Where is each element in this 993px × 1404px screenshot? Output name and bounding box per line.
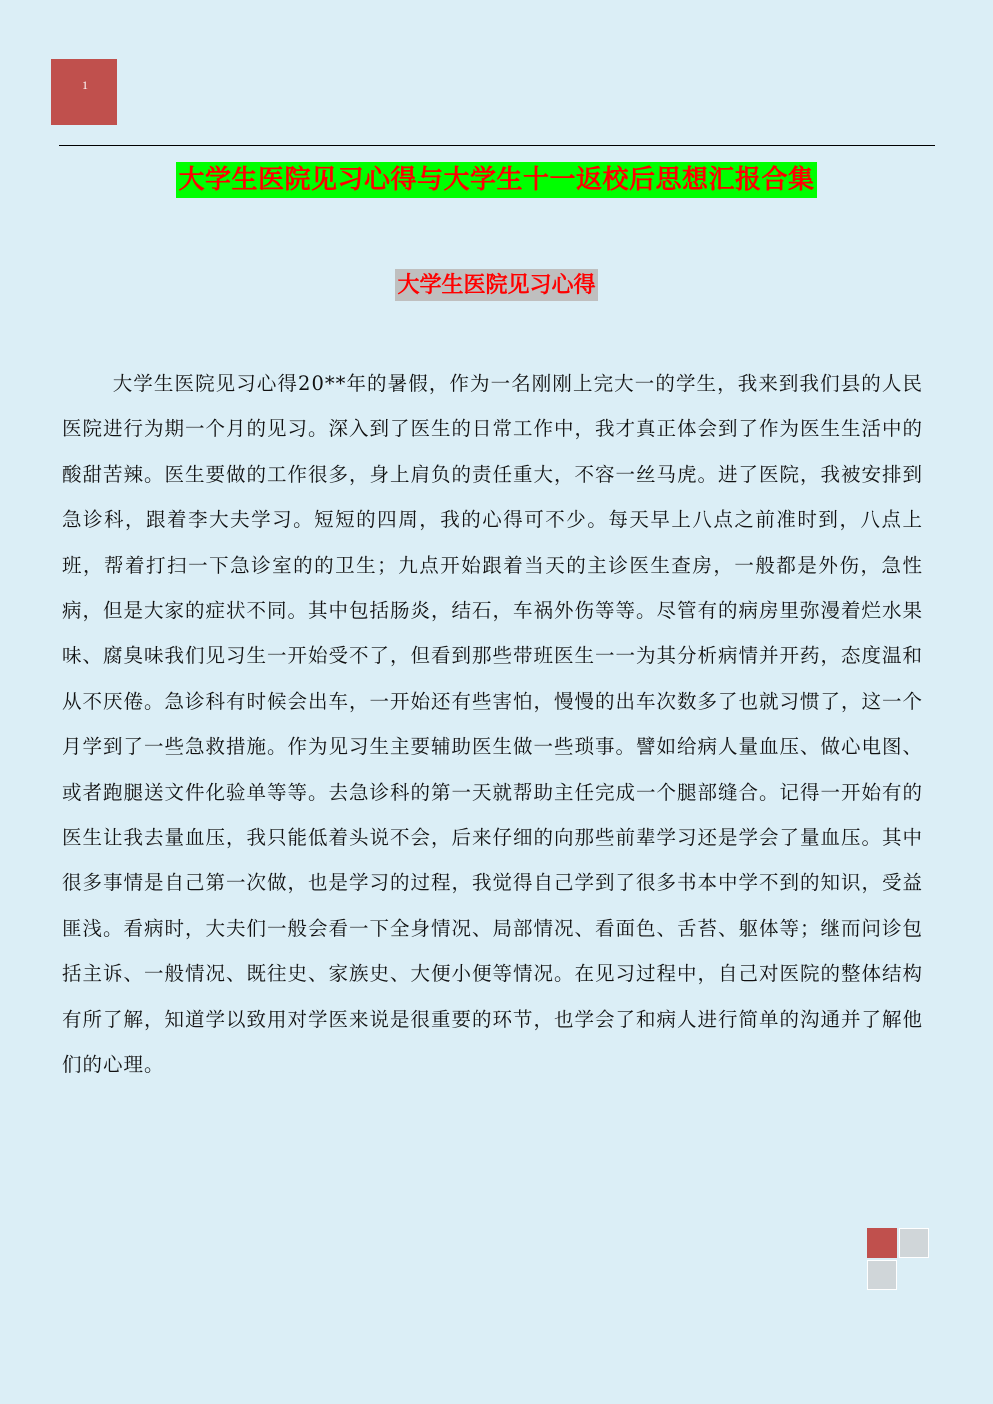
section-title-container (0, 269, 993, 301)
decoration-square-red (867, 1228, 897, 1258)
header-rule (59, 145, 935, 146)
corner-decoration (867, 1228, 933, 1292)
section-title: 大学生医院见习心得 (395, 269, 597, 301)
decoration-square-gray-bottom (867, 1260, 897, 1290)
document-title-container (0, 162, 993, 198)
page-number-badge (51, 59, 117, 125)
decoration-square-gray-right (899, 1228, 929, 1258)
document-title: 大学生医院见习心得与大学生十一返校后思想汇报合集 (176, 162, 816, 198)
page-number: 1 (82, 78, 88, 92)
body-paragraph: 大学生医院见习心得20**年的暑假，作为一名刚刚上完大一的学生，我来到我们县的人民医院进行为期一个月的见习。深入到了医生的日常工作中，我才真正体会到了作为医生生活中的酸甜苦辣。医生要做的工作很多，身上肩负的责任重大，不容一丝马虎。进了医院，我被安排到急诊科，跟着李大夫学习。短短的四周，我的心得可不少。每天早上八点之前准时到，八点上班，帮着打扫一下急诊室的的卫生；九点开始跟着当天的主诊医生查房，一般都是外伤，急性病，但是大家的症状不同。其中包括肠炎，结石，车祸外伤等等。尽管有的病房里弥漫着烂水果味、腐臭味我们见习生一开始受不了，但看到那些带班医生一一为其分析病情并开药，态度温和从不厌倦。急诊科有时候会出车，一开始还有些害怕，慢慢的出车次数多了也就习惯了，这一个月学到了一些急救措施。作为见习生主要辅助医生做一些琐事。譬如给病人量血压、做心电图、或者跑腿送文件化验单等等。去急诊科的第一天就帮助主任完成一个腿部缝合。记得一开始有的医生让我去量血压，我只能低着头说不会，后来仔细的向那些前辈学习还是学会了量血压。其中很多事情是自己第一次做，也是学习的过程，我觉得自己学到了很多书本中学不到的知识，受益匪浅。看病时，大夫们一般会看一下全身情况、局部情况、看面色、舌苔、躯体等；继而问诊包括主诉、一般情况、既往史、家族史、大便小便等情况。在见习过程中，自己对医院的整体结构有所了解，知道学以致用对学医来说是很重要的环节，也学会了和病人进行简单的沟通并了解他们的心理。 (62, 372, 924, 1077)
